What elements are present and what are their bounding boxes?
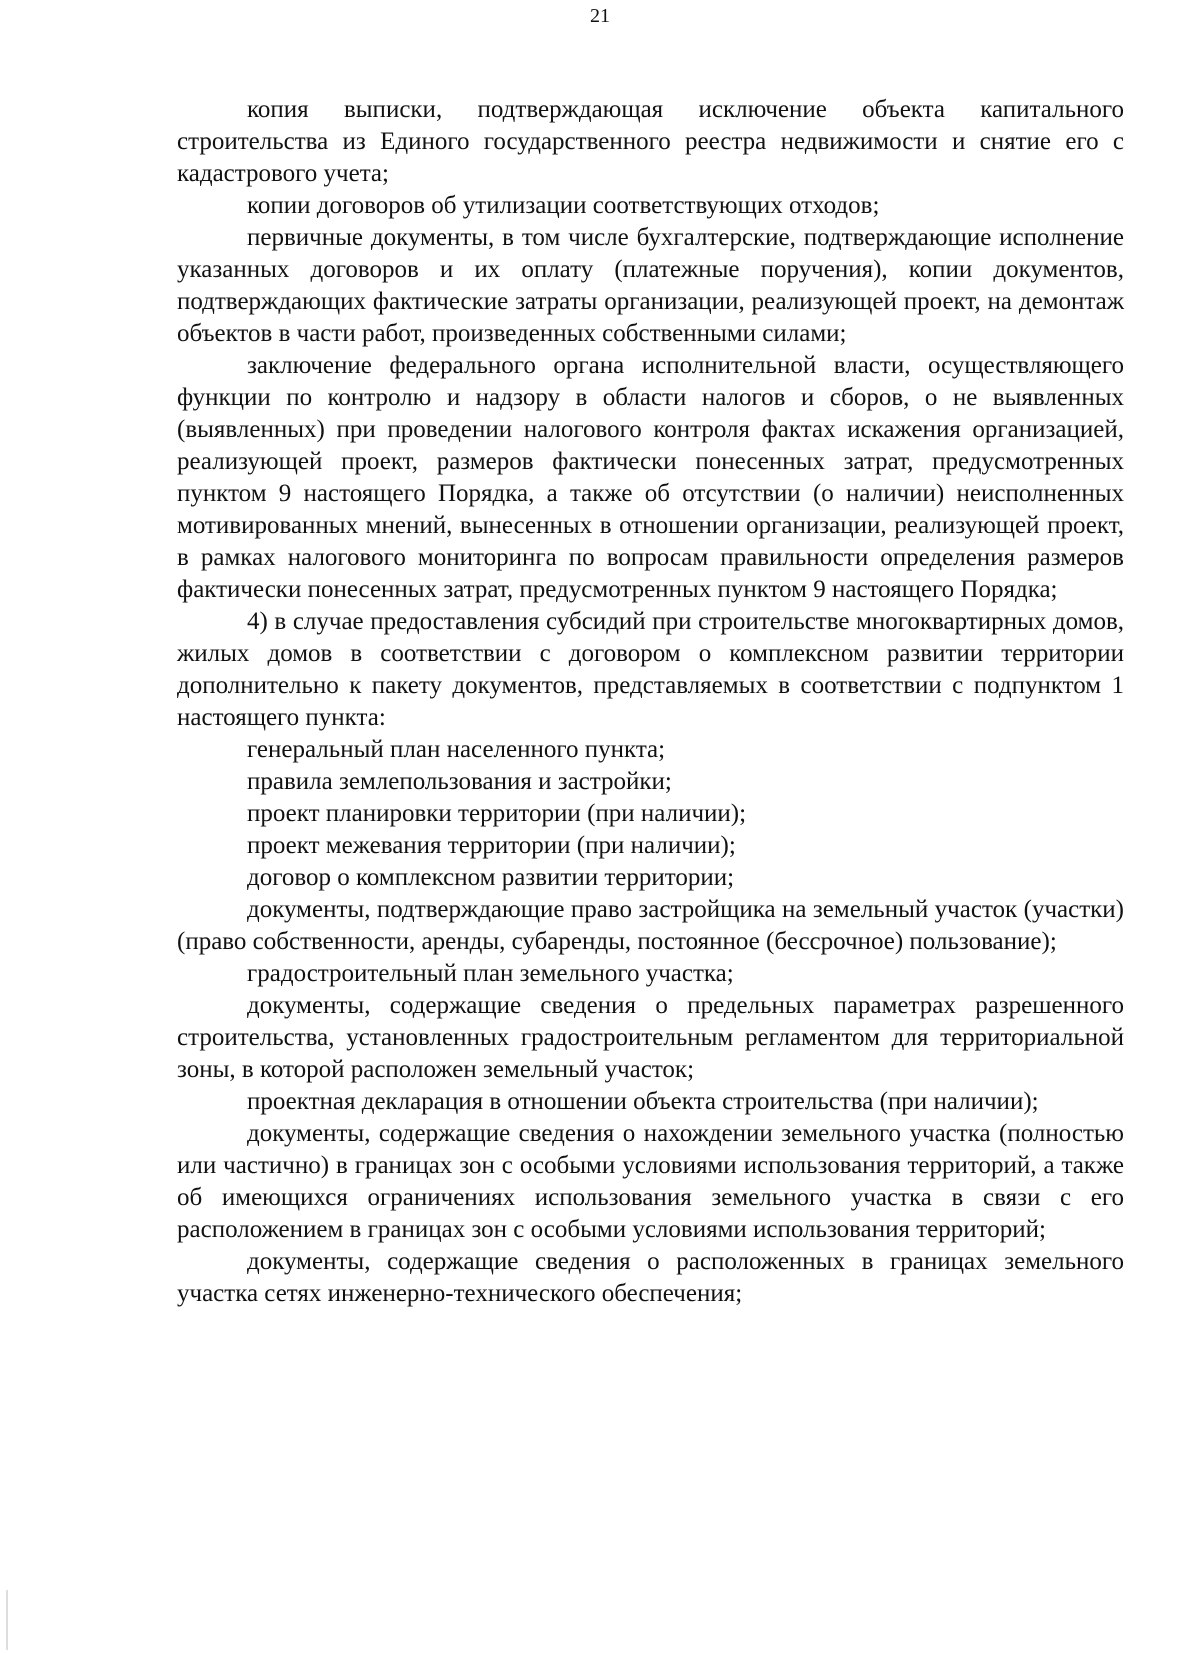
paragraph-primary-documents: первичные документы, в том числе бухгалтерские, подтверждающие исполнение указанных договоров и их оплату (платежные поручения), копии документов, подтверждающих фактические затраты организации, реализующей проект, на демонтаж объектов в части работ, произведенных собственными силами;: [177, 224, 1124, 347]
list-item-construction-parameters: документы, содержащие сведения о предельных параметрах разрешенного строительства, установленных градостроительным регламентом для территориальной зоны, в которой расположен земельный участок;: [177, 992, 1124, 1083]
page-number: 21: [590, 5, 610, 27]
list-item-general-plan: генеральный план населенного пункта;: [247, 736, 666, 763]
document-body: [177, 94, 1124, 1310]
paragraph-tax-authority-conclusion: заключение федерального органа исполнительной власти, осуществляющего функции по контролю и надзору в области налогов и сборов, о не выявленных (выявленных) при проведении налогового контроля фактах искажения организацией, реализующей проект, размеров фактически понесенных затрат, предусмотренных пунктом 9 настоящего Порядка, а также об отсутствии (о наличии) неисполненных мотивированных мнений, вынесенных в отношении организации, реализующей проект, в рамках налогового мониторинга по вопросам правильности определения размеров фактически понесенных затрат, предусмотренных пунктом 9 настоящего Порядка;: [177, 352, 1124, 603]
list-item-surveying-project: проект межевания территории (при наличии);: [247, 832, 736, 859]
paragraph-waste-contracts: копии договоров об утилизации соответствующих отходов;: [247, 192, 880, 219]
list-item-development-contract: договор о комплексном развитии территории;: [247, 864, 735, 891]
list-item-engineering-networks: документы, содержащие сведения о расположенных в границах земельного участка сетях инженерно-технического обеспечения;: [177, 1248, 1124, 1307]
scan-edge-mark: [6, 1590, 8, 1650]
list-item-special-zones: документы, содержащие сведения о нахождении земельного участка (полностью или частично) в границах зон с особыми условиями использования территорий, а также об имеющихся ограничениях использования земельного участка в связи с его расположением в границах зон с особыми условиями использования территорий;: [177, 1120, 1124, 1243]
paragraph-item-4: 4) в случае предоставления субсидий при строительстве многоквартирных домов, жилых домов в соответствии с договором о комплексном развитии территории дополнительно к пакету документов, представляемых в соответствии с подпунктом 1 настоящего пункта:: [177, 608, 1124, 731]
list-item-land-use-rules: правила землепользования и застройки;: [247, 768, 672, 795]
list-item-project-declaration: проектная декларация в отношении объекта строительства (при наличии);: [247, 1088, 1039, 1115]
list-item-planning-project: проект планировки территории (при наличии);: [247, 800, 747, 827]
list-item-urban-plan: градостроительный план земельного участка;: [247, 960, 734, 987]
list-item-land-rights: документы, подтверждающие право застройщика на земельный участок (участки) (право собственности, аренды, субаренды, постоянное (бессрочное) пользование);: [177, 896, 1124, 955]
paragraph-extract-copy: копия выписки, подтверждающая исключение объекта капитального строительства из Единого государственного реестра недвижимости и снятие его с кадастрового учета;: [177, 96, 1124, 187]
